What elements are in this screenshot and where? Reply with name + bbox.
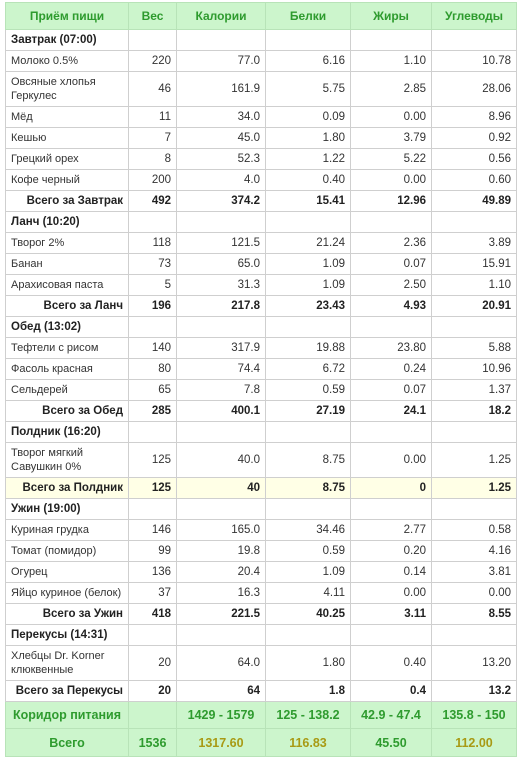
meal-total-carbs: 13.2	[432, 681, 517, 702]
food-protein: 1.09	[266, 275, 351, 296]
empty-cell	[351, 30, 432, 51]
meal-title: Полдник (16:20)	[6, 422, 129, 443]
food-name: Кешью	[6, 128, 129, 149]
meal-total-fat: 4.93	[351, 296, 432, 317]
meal-total-label: Всего за Полдник	[6, 478, 129, 499]
food-row[interactable]	[6, 338, 517, 359]
meal-section-row	[6, 625, 517, 646]
food-protein: 1.09	[266, 254, 351, 275]
food-carbs: 10.78	[432, 51, 517, 72]
meal-total-weight: 418	[129, 604, 177, 625]
food-weight: 220	[129, 51, 177, 72]
food-weight: 20	[129, 646, 177, 681]
meal-total-label: Всего за Ужин	[6, 604, 129, 625]
food-row[interactable]	[6, 51, 517, 72]
food-fat: 5.22	[351, 149, 432, 170]
meal-title: Перекусы (14:31)	[6, 625, 129, 646]
food-row[interactable]	[6, 443, 517, 478]
food-fat: 0.07	[351, 380, 432, 401]
corridor-protein: 125 - 138.2	[266, 702, 351, 729]
empty-cell	[177, 625, 266, 646]
empty-cell	[432, 499, 517, 520]
food-carbs: 4.16	[432, 541, 517, 562]
food-calories: 19.8	[177, 541, 266, 562]
food-carbs: 1.37	[432, 380, 517, 401]
food-row[interactable]	[6, 254, 517, 275]
empty-cell	[351, 212, 432, 233]
food-weight: 99	[129, 541, 177, 562]
food-fat: 0.40	[351, 646, 432, 681]
food-weight: 5	[129, 275, 177, 296]
meal-total-carbs: 1.25	[432, 478, 517, 499]
header-calories[interactable]: Калории	[177, 3, 266, 30]
food-protein: 1.09	[266, 562, 351, 583]
meal-total-carbs: 49.89	[432, 191, 517, 212]
food-calories: 34.0	[177, 107, 266, 128]
food-name: Банан	[6, 254, 129, 275]
food-row[interactable]	[6, 149, 517, 170]
food-calories: 77.0	[177, 51, 266, 72]
food-name: Арахисовая паста	[6, 275, 129, 296]
food-weight: 200	[129, 170, 177, 191]
empty-cell	[129, 625, 177, 646]
corridor-label: Коридор питания	[6, 702, 129, 729]
meal-total-protein: 8.75	[266, 478, 351, 499]
food-carbs: 28.06	[432, 72, 517, 107]
food-weight: 125	[129, 443, 177, 478]
meal-total-calories: 217.8	[177, 296, 266, 317]
food-calories: 165.0	[177, 520, 266, 541]
food-row[interactable]	[6, 275, 517, 296]
empty-cell	[432, 212, 517, 233]
meal-total-row	[6, 401, 517, 422]
meal-total-carbs: 8.55	[432, 604, 517, 625]
food-fat: 0.00	[351, 107, 432, 128]
food-protein: 1.80	[266, 128, 351, 149]
empty-cell	[266, 625, 351, 646]
meal-total-row	[6, 604, 517, 625]
meal-total-weight: 125	[129, 478, 177, 499]
empty-cell	[432, 625, 517, 646]
food-weight: 11	[129, 107, 177, 128]
meal-total-row	[6, 296, 517, 317]
food-protein: 0.59	[266, 380, 351, 401]
empty-cell	[177, 422, 266, 443]
grand-total-label: Всего	[6, 729, 129, 757]
food-protein: 0.40	[266, 170, 351, 191]
food-weight: 140	[129, 338, 177, 359]
food-name: Огурец	[6, 562, 129, 583]
food-fat: 3.79	[351, 128, 432, 149]
food-name: Яйцо куриное (белок)	[6, 583, 129, 604]
food-protein: 0.09	[266, 107, 351, 128]
food-weight: 118	[129, 233, 177, 254]
food-fat: 0.20	[351, 541, 432, 562]
food-name: Сельдерей	[6, 380, 129, 401]
meal-total-weight: 285	[129, 401, 177, 422]
food-carbs: 1.25	[432, 443, 517, 478]
empty-cell	[129, 317, 177, 338]
food-row[interactable]	[6, 646, 517, 681]
food-calories: 121.5	[177, 233, 266, 254]
grand-total-weight: 1536	[129, 729, 177, 757]
empty-cell	[266, 212, 351, 233]
food-name: Хлебцы Dr. Korner клюквенные	[6, 646, 129, 681]
corridor-carbs: 135.8 - 150	[432, 702, 517, 729]
food-calories: 161.9	[177, 72, 266, 107]
meal-total-protein: 23.43	[266, 296, 351, 317]
empty-cell	[177, 499, 266, 520]
empty-cell	[432, 30, 517, 51]
empty-cell	[266, 499, 351, 520]
food-name: Тефтели с рисом	[6, 338, 129, 359]
food-carbs: 13.20	[432, 646, 517, 681]
food-protein: 5.75	[266, 72, 351, 107]
food-row[interactable]	[6, 359, 517, 380]
food-fat: 2.77	[351, 520, 432, 541]
food-weight: 146	[129, 520, 177, 541]
food-name: Фасоль красная	[6, 359, 129, 380]
food-name: Мёд	[6, 107, 129, 128]
meal-total-carbs: 20.91	[432, 296, 517, 317]
empty-cell	[266, 30, 351, 51]
corridor-calories: 1429 - 1579	[177, 702, 266, 729]
meal-total-weight: 20	[129, 681, 177, 702]
grand-total-calories: 1317.60	[177, 729, 266, 757]
header-protein[interactable]: Белки	[266, 3, 351, 30]
meal-total-row	[6, 478, 517, 499]
food-row[interactable]	[6, 520, 517, 541]
food-calories: 4.0	[177, 170, 266, 191]
empty-cell	[351, 422, 432, 443]
food-name: Творог 2%	[6, 233, 129, 254]
food-carbs: 0.60	[432, 170, 517, 191]
meal-total-carbs: 18.2	[432, 401, 517, 422]
food-fat: 0.00	[351, 443, 432, 478]
grand-total-carbs: 112.00	[432, 729, 517, 757]
food-calories: 31.3	[177, 275, 266, 296]
meal-total-label: Всего за Обед	[6, 401, 129, 422]
food-row[interactable]	[6, 583, 517, 604]
meal-total-row	[6, 191, 517, 212]
food-carbs: 0.56	[432, 149, 517, 170]
meal-total-fat: 24.1	[351, 401, 432, 422]
meal-section-row	[6, 212, 517, 233]
food-weight: 37	[129, 583, 177, 604]
food-row[interactable]	[6, 72, 517, 107]
food-protein: 0.59	[266, 541, 351, 562]
food-weight: 8	[129, 149, 177, 170]
food-calories: 65.0	[177, 254, 266, 275]
meal-section-row	[6, 422, 517, 443]
food-carbs: 0.00	[432, 583, 517, 604]
food-row[interactable]	[6, 562, 517, 583]
meal-total-fat: 0	[351, 478, 432, 499]
meal-section-row	[6, 499, 517, 520]
meal-total-calories: 374.2	[177, 191, 266, 212]
empty-cell	[351, 625, 432, 646]
empty-cell	[266, 422, 351, 443]
food-fat: 0.24	[351, 359, 432, 380]
meal-title: Ланч (10:20)	[6, 212, 129, 233]
meal-total-fat: 12.96	[351, 191, 432, 212]
empty-cell	[129, 212, 177, 233]
grand-total-fat: 45.50	[351, 729, 432, 757]
food-calories: 40.0	[177, 443, 266, 478]
empty-cell	[432, 317, 517, 338]
food-weight: 7	[129, 128, 177, 149]
nutrition-table	[5, 2, 517, 757]
food-calories: 20.4	[177, 562, 266, 583]
food-weight: 73	[129, 254, 177, 275]
food-carbs: 8.96	[432, 107, 517, 128]
grand-total-row	[6, 729, 517, 757]
food-protein: 19.88	[266, 338, 351, 359]
grand-total-protein: 116.83	[266, 729, 351, 757]
food-protein: 6.72	[266, 359, 351, 380]
food-protein: 6.16	[266, 51, 351, 72]
food-protein: 1.80	[266, 646, 351, 681]
food-fat: 0.00	[351, 170, 432, 191]
food-fat: 0.14	[351, 562, 432, 583]
food-fat: 23.80	[351, 338, 432, 359]
empty-cell	[177, 30, 266, 51]
meal-total-weight: 492	[129, 191, 177, 212]
meal-total-fat: 0.4	[351, 681, 432, 702]
food-row[interactable]	[6, 541, 517, 562]
food-fat: 0.00	[351, 583, 432, 604]
food-carbs: 3.89	[432, 233, 517, 254]
meal-total-fat: 3.11	[351, 604, 432, 625]
corridor-weight	[129, 702, 177, 729]
food-calories: 64.0	[177, 646, 266, 681]
food-row[interactable]	[6, 107, 517, 128]
food-fat: 2.36	[351, 233, 432, 254]
meal-total-calories: 221.5	[177, 604, 266, 625]
meal-total-label: Всего за Перекусы	[6, 681, 129, 702]
meal-total-weight: 196	[129, 296, 177, 317]
food-fat: 2.85	[351, 72, 432, 107]
empty-cell	[266, 317, 351, 338]
food-carbs: 15.91	[432, 254, 517, 275]
food-weight: 136	[129, 562, 177, 583]
food-name: Овсяные хлопья Геркулес	[6, 72, 129, 107]
empty-cell	[129, 422, 177, 443]
meal-section-row	[6, 30, 517, 51]
food-calories: 7.8	[177, 380, 266, 401]
food-name: Творог мягкий Савушкин 0%	[6, 443, 129, 478]
meal-title: Ужин (19:00)	[6, 499, 129, 520]
empty-cell	[177, 317, 266, 338]
food-calories: 16.3	[177, 583, 266, 604]
food-name: Куриная грудка	[6, 520, 129, 541]
header-weight[interactable]: Вес	[129, 3, 177, 30]
meal-title: Обед (13:02)	[6, 317, 129, 338]
meal-total-protein: 27.19	[266, 401, 351, 422]
corridor-fat: 42.9 - 47.4	[351, 702, 432, 729]
header-carbs[interactable]: Углеводы	[432, 3, 517, 30]
food-calories: 317.9	[177, 338, 266, 359]
empty-cell	[351, 499, 432, 520]
empty-cell	[177, 212, 266, 233]
food-name: Кофе черный	[6, 170, 129, 191]
food-calories: 74.4	[177, 359, 266, 380]
meal-total-calories: 40	[177, 478, 266, 499]
food-row[interactable]	[6, 128, 517, 149]
food-carbs: 0.58	[432, 520, 517, 541]
meal-title: Завтрак (07:00)	[6, 30, 129, 51]
food-protein: 21.24	[266, 233, 351, 254]
food-row[interactable]	[6, 170, 517, 191]
food-carbs: 5.88	[432, 338, 517, 359]
food-row[interactable]	[6, 380, 517, 401]
empty-cell	[351, 317, 432, 338]
food-protein: 34.46	[266, 520, 351, 541]
meal-total-protein: 1.8	[266, 681, 351, 702]
food-name: Томат (помидор)	[6, 541, 129, 562]
food-protein: 1.22	[266, 149, 351, 170]
header-fat[interactable]: Жиры	[351, 3, 432, 30]
food-weight: 65	[129, 380, 177, 401]
meal-section-row	[6, 317, 517, 338]
meal-total-row	[6, 681, 517, 702]
empty-cell	[129, 499, 177, 520]
food-fat: 0.07	[351, 254, 432, 275]
food-calories: 52.3	[177, 149, 266, 170]
food-calories: 45.0	[177, 128, 266, 149]
food-carbs: 0.92	[432, 128, 517, 149]
food-fat: 2.50	[351, 275, 432, 296]
corridor-row	[6, 702, 517, 729]
meal-total-label: Всего за Завтрак	[6, 191, 129, 212]
food-carbs: 3.81	[432, 562, 517, 583]
food-carbs: 10.96	[432, 359, 517, 380]
header-row	[6, 3, 517, 30]
food-protein: 8.75	[266, 443, 351, 478]
food-name: Молоко 0.5%	[6, 51, 129, 72]
food-weight: 46	[129, 72, 177, 107]
food-carbs: 1.10	[432, 275, 517, 296]
meal-total-calories: 64	[177, 681, 266, 702]
empty-cell	[129, 30, 177, 51]
food-fat: 1.10	[351, 51, 432, 72]
meal-total-protein: 40.25	[266, 604, 351, 625]
food-name: Грецкий орех	[6, 149, 129, 170]
meal-total-calories: 400.1	[177, 401, 266, 422]
meal-total-label: Всего за Ланч	[6, 296, 129, 317]
food-weight: 80	[129, 359, 177, 380]
header-meal[interactable]: Приём пищи	[6, 3, 129, 30]
meal-total-protein: 15.41	[266, 191, 351, 212]
empty-cell	[432, 422, 517, 443]
food-protein: 4.11	[266, 583, 351, 604]
food-row[interactable]	[6, 233, 517, 254]
